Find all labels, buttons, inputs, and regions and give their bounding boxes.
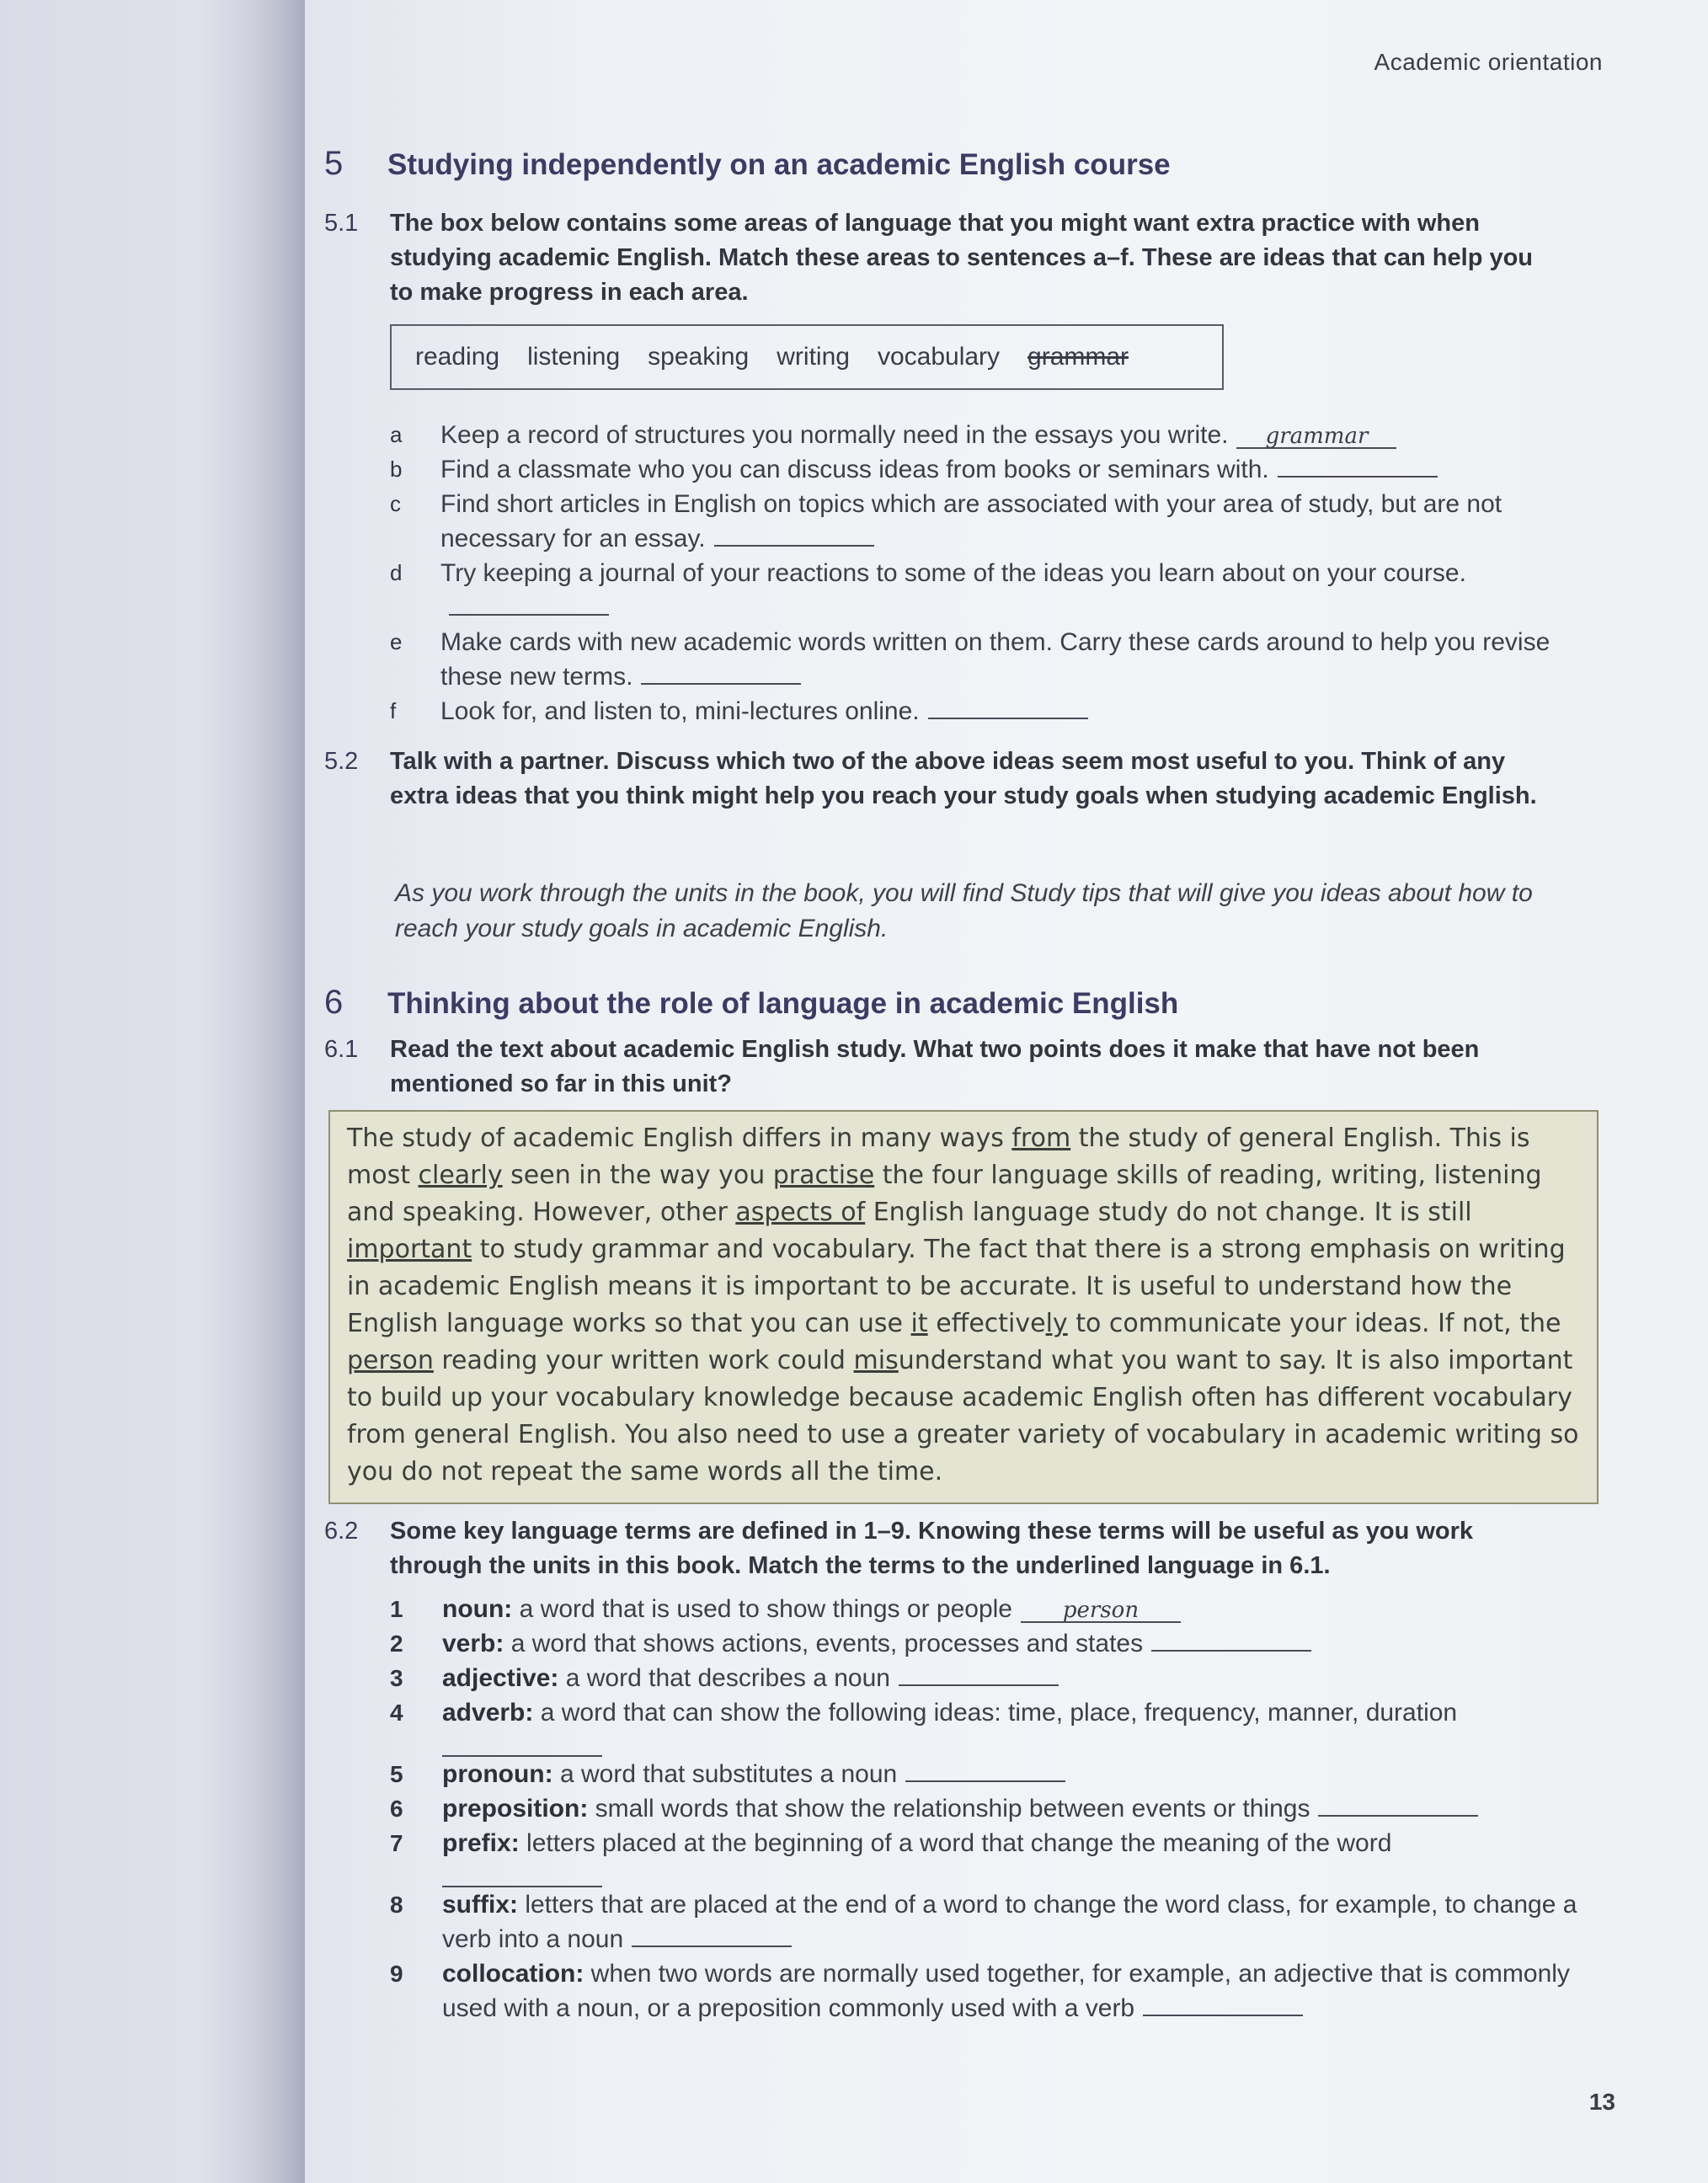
task-instruction: The box below contains some areas of language that you might want extra practice with when studying academic English. Match these areas to sentences a–f. These are ideas that can help you to make progress in each area. [390, 210, 1534, 306]
item-list [390, 418, 1569, 729]
answer-blank[interactable] [928, 696, 1088, 719]
term-name: noun: [442, 1595, 513, 1623]
task-instruction: Talk with a partner. Discuss which two of the above ideas seem most useful to you. Think of any extra ideas that you think might help you reach your study goals when studying academic English. [390, 748, 1537, 809]
box-word: vocabulary [877, 343, 1001, 371]
box-word: reading [415, 343, 500, 371]
answer-blank[interactable] [899, 1663, 1059, 1686]
task-number: 6.1 [324, 1036, 359, 1063]
term-item [390, 1695, 1586, 1757]
text-run: seen in the way you [502, 1161, 773, 1190]
answer-blank[interactable] [1278, 454, 1438, 478]
term-definition: letters placed at the beginning of a word that change the meaning of the word [519, 1829, 1392, 1857]
task-6-2 [324, 1514, 1552, 1583]
list-item [390, 487, 1569, 556]
list-item [390, 418, 1569, 452]
term-name: suffix: [442, 1891, 518, 1919]
text-run: to communicate your ideas. If not, the [1067, 1309, 1561, 1338]
term-item [390, 1626, 1586, 1661]
item-letter: c [390, 491, 401, 516]
section-5-heading [324, 145, 1171, 183]
term-definition: a word that describes a noun [558, 1664, 890, 1692]
item-text: Find a classmate who you can discuss ideas from books or seminars with. [440, 456, 1269, 483]
term-item [390, 1661, 1586, 1695]
term-definition: letters that are placed at the end of a word to change the word class, for example, to change a verb into a noun [442, 1891, 1577, 1953]
item-text: Look for, and listen to, mini-lectures online. [440, 697, 920, 725]
item-letter: a [390, 422, 403, 447]
text-run: understand what you want to say. It is also important to build up your vocabulary knowledge because academic English often has different vocabulary from general English. You also need to use a greater variety of vocabulary in academic writing so you do not repeat the same words all the time. [347, 1346, 1579, 1486]
term-item [390, 1887, 1586, 1956]
box-word: writing [777, 343, 850, 371]
study-tip-note: As you work through the units in the book, you will find Study tips that will give you ideas about how to reach your study goals in academic English. [395, 879, 1533, 942]
page-number: 13 [1588, 2089, 1615, 2115]
word-box [390, 324, 1224, 390]
term-definition: a word that can show the following ideas: time, place, frequency, manner, duration [533, 1699, 1458, 1727]
term-item [390, 1826, 1586, 1887]
term-item [390, 1791, 1586, 1826]
term-definition: a word that is used to show things or people [512, 1595, 1012, 1623]
underlined-word: important [347, 1235, 472, 1264]
list-item [390, 452, 1569, 487]
answer-blank[interactable]: grammar [1236, 425, 1396, 449]
term-name: collocation: [442, 1960, 584, 1988]
answer-blank[interactable] [632, 1924, 792, 1947]
term-number: 6 [390, 1796, 403, 1822]
answer-blank[interactable] [442, 1733, 602, 1757]
section-title: Thinking about the role of language in academic English [387, 987, 1179, 1020]
item-letter: b [390, 456, 403, 482]
term-item [390, 1956, 1586, 2026]
section-title: Studying independently on an academic English course [387, 148, 1171, 181]
book-binding [286, 0, 305, 2183]
text-run: the study of general English. This is most [347, 1124, 1530, 1190]
term-name: adverb: [442, 1699, 534, 1727]
item-text: Try keeping a journal of your reactions to some of the ideas you learn about on your course. [440, 559, 1466, 587]
underlined-word: aspects of [735, 1198, 866, 1227]
text-run: to study grammar and vocabulary. The fact that there is a strong emphasis on writing in academic English means it is important to be accurate. It is useful to understand how the English language works so that you can use [347, 1235, 1566, 1338]
running-head: Academic orientation [1374, 49, 1603, 75]
section-6-heading [324, 984, 1178, 1022]
term-definition: small words that show the relationship between events or things [588, 1795, 1310, 1823]
answer-blank[interactable] [714, 523, 874, 547]
item-letter: f [390, 698, 397, 723]
box-word-crossed-out: grammar [1027, 343, 1129, 371]
section-number: 5 [324, 145, 344, 182]
term-number: 1 [390, 1596, 403, 1622]
term-number: 5 [390, 1761, 403, 1787]
term-item [390, 1592, 1586, 1626]
answer-blank[interactable] [1143, 1993, 1303, 2016]
list-item [390, 694, 1569, 729]
underlined-word: person [347, 1346, 434, 1375]
term-item [390, 1757, 1586, 1791]
term-number: 3 [390, 1665, 403, 1691]
section-number: 6 [324, 984, 344, 1021]
left-page-edge [0, 0, 286, 2183]
text-run: reading your written work could [433, 1346, 854, 1375]
answer-blank[interactable] [905, 1759, 1065, 1782]
box-word: listening [527, 343, 621, 371]
task-5-2 [324, 745, 1552, 814]
answer-blank[interactable] [1318, 1793, 1478, 1817]
term-name: adjective: [442, 1664, 559, 1692]
term-definition: a word that shows actions, events, processes and states [504, 1630, 1144, 1657]
text-run: effective [927, 1309, 1046, 1338]
reading-text [347, 1120, 1580, 1491]
term-number: 8 [390, 1892, 403, 1918]
answer-blank[interactable] [442, 1864, 602, 1887]
term-definition: a word that substitutes a noun [552, 1760, 898, 1788]
term-number: 4 [390, 1700, 403, 1726]
term-name: prefix: [442, 1829, 520, 1857]
underlined-word: it [910, 1309, 928, 1338]
term-definition: when two words are normally used together, for example, an adjective that is commonly used with a noun, or a preposition commonly used with a verb [442, 1960, 1570, 2022]
terms-list [390, 1592, 1586, 2026]
underlined-word: mis [853, 1346, 899, 1375]
answer-blank[interactable] [1151, 1628, 1311, 1652]
item-letter: d [390, 560, 403, 585]
task-6-1 [324, 1033, 1552, 1102]
underlined-word: practise [772, 1161, 875, 1190]
item-text: Find short articles in English on topics which are associated with your area of study, but are not necessary for an essay. [440, 490, 1503, 552]
task-number: 5.1 [324, 210, 359, 237]
item-letter: e [390, 629, 403, 654]
item-text: Keep a record of structures you normally need in the essays you write. [440, 421, 1229, 449]
answer-blank[interactable] [449, 592, 609, 616]
term-name: pronoun: [442, 1760, 553, 1788]
text-run: The study of academic English differs in many ways [347, 1124, 1012, 1153]
term-number: 7 [390, 1830, 403, 1856]
answer-blank[interactable] [641, 661, 801, 685]
answer-blank[interactable]: person [1021, 1599, 1181, 1623]
item-text: Make cards with new academic words written on them. Carry these cards around to help you revise these new terms. [440, 628, 1551, 691]
term-number: 2 [390, 1631, 403, 1657]
task-5-1 [324, 206, 1552, 310]
text-run: English language study do not change. It is still [865, 1198, 1472, 1227]
task-instruction: Read the text about academic English study. What two points does it make that have not been mentioned so far in this unit? [390, 1036, 1480, 1097]
reading-text-box [328, 1110, 1599, 1504]
underlined-word: ly [1045, 1309, 1068, 1338]
task-instruction: Some key language terms are defined in 1–9. Knowing these terms will be useful as you work through the units in this book. Match the terms to the underlined language in 6.1. [390, 1518, 1474, 1579]
text-run: the four language skills of reading, writing, listening and speaking. However, other [347, 1161, 1542, 1227]
term-number: 9 [390, 1961, 403, 1987]
term-name: preposition: [442, 1795, 589, 1823]
list-item [390, 625, 1569, 694]
term-name: verb: [442, 1630, 504, 1657]
list-item [390, 556, 1569, 625]
task-number: 5.2 [324, 748, 359, 775]
underlined-word: from [1011, 1124, 1071, 1153]
task-number: 6.2 [324, 1518, 359, 1545]
underlined-word: clearly [418, 1161, 503, 1190]
box-word: speaking [648, 343, 750, 371]
